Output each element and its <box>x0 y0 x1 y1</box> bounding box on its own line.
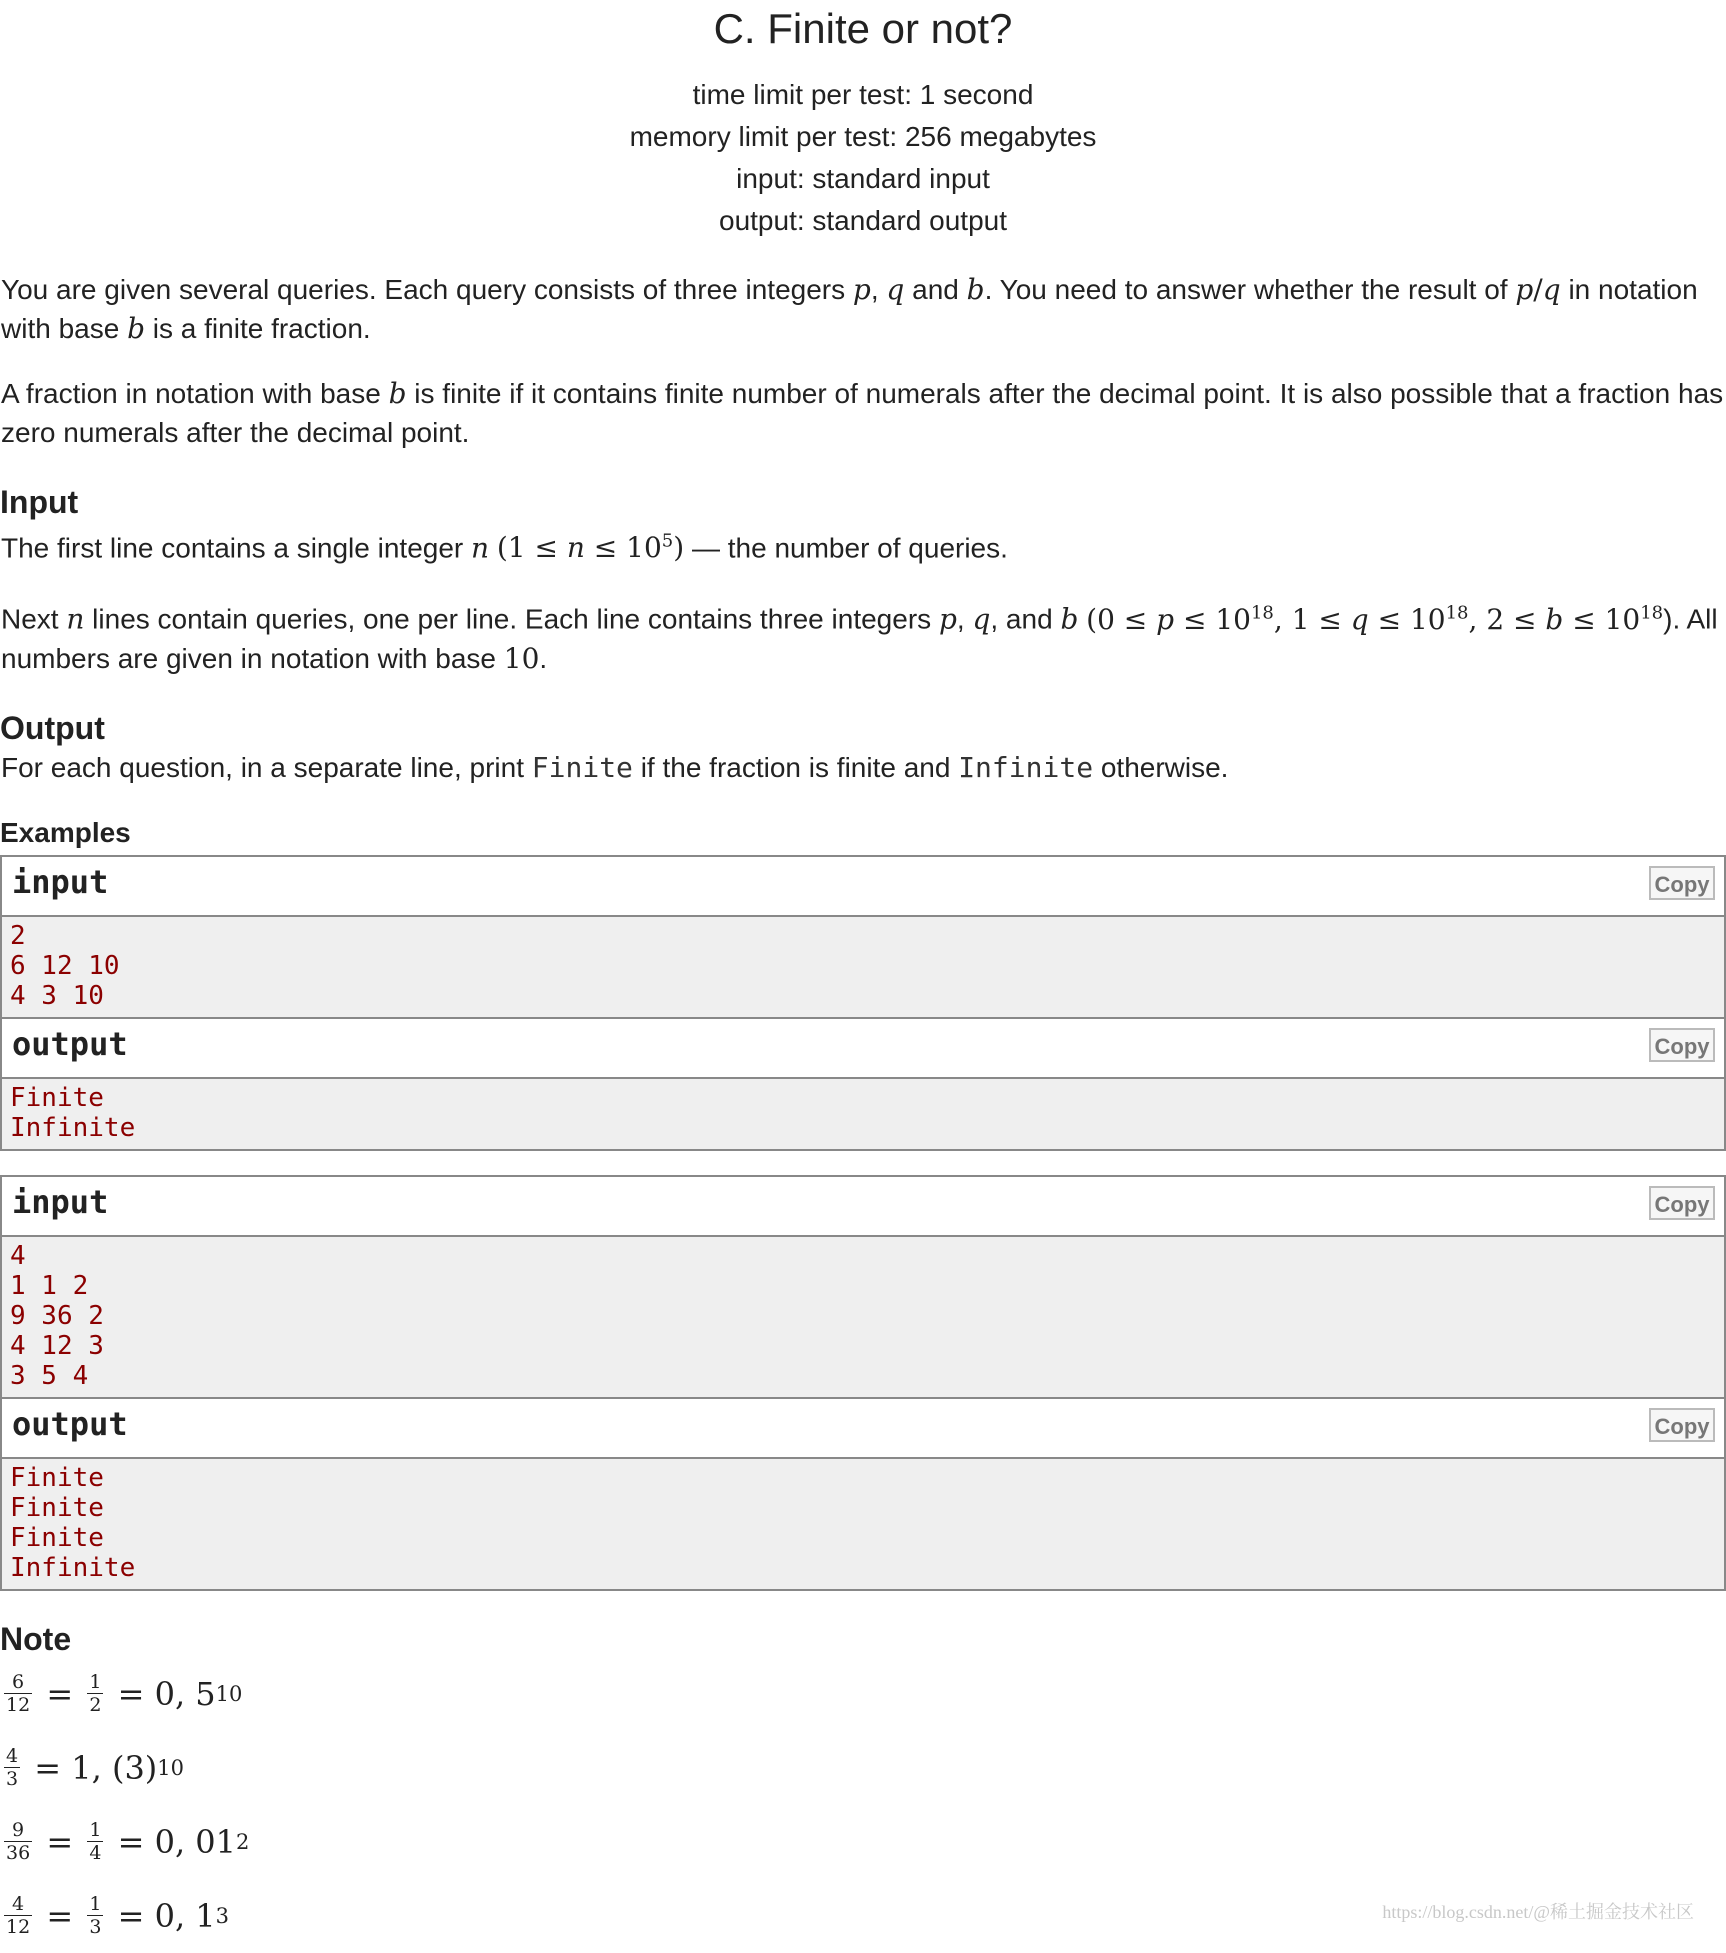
output-section-title: Output <box>0 709 105 746</box>
statement-text: A fraction in notation with base <box>1 378 389 409</box>
input-label: input <box>12 1182 109 1221</box>
numerator: 1 <box>89 1893 102 1916</box>
fraction <box>4 1745 20 1790</box>
denominator: 12 <box>6 1694 31 1717</box>
output-description <box>0 748 1726 787</box>
equation-result: 0, 1 <box>154 1896 216 1935</box>
problem-header <box>0 0 1726 242</box>
problem-limits <box>0 74 1726 242</box>
input-text: , and <box>990 603 1061 635</box>
example-1-input <box>2 857 1724 1019</box>
input-text: The first line contains a single integer <box>1 532 472 564</box>
fraction <box>4 1893 32 1938</box>
output-text: For each question, in a separate line, print <box>1 751 532 783</box>
fraction <box>4 1819 32 1864</box>
input-spec: input: standard input <box>736 163 990 194</box>
copy-button[interactable]: Copy <box>1649 1408 1715 1442</box>
input-text: — the number of queries. <box>684 532 1008 564</box>
input-label: input <box>12 862 109 901</box>
statement-text: is finite if it contains finite number of numerals after the decimal point. It is also possible that a fraction has zero numerals after the decimal point. <box>1 378 1724 448</box>
output-label: output <box>12 1024 128 1063</box>
copy-button[interactable]: Copy <box>1649 1028 1715 1062</box>
sample-header <box>2 1399 1724 1459</box>
equation-base: 2 <box>236 1829 250 1854</box>
numerator: 4 <box>6 1745 19 1768</box>
infinite-keyword: Infinite <box>958 750 1094 784</box>
statement-paragraph-2: A fraction in notation with base b is finite if it contains finite number of numerals after the decimal point. It is also possible that a fraction has zero numerals after the decimal point. <box>1 377 1724 448</box>
output-spec: output: standard output <box>719 205 1007 236</box>
statement-paragraph-1: You are given several queries. Each query consists of three integers p, q and b. You need to answer whether the result of p/q in notation with base b is a finite fraction. <box>1 273 1698 345</box>
input-line-1: The first line contains a single integer n $(1 \le n \le 10^5)$ — the number of queries. <box>1 531 1008 565</box>
example-1 <box>0 855 1726 1151</box>
example-1-output <box>2 1019 1724 1149</box>
input-text: lines contain queries, one per line. Each line contains three integers <box>84 603 939 635</box>
equation-result: 0, 01 <box>154 1822 237 1861</box>
denominator: 3 <box>89 1916 102 1939</box>
note-equation: $\frac{4}{12}$ = $\frac{1}{3}$ = 0, 1 3 <box>6 1893 230 1939</box>
statement-text: and <box>904 274 967 305</box>
denominator: 2 <box>89 1694 102 1717</box>
output-label: output <box>12 1404 128 1443</box>
sample-header <box>2 1019 1724 1079</box>
sample-input-text[interactable]: 4 1 1 2 9 36 2 4 12 3 3 5 4 <box>2 1237 1724 1397</box>
equation-result: 1, (3) <box>71 1748 158 1787</box>
sample-input-text[interactable]: 2 6 12 10 4 3 10 <box>2 917 1724 1017</box>
equation-base: 3 <box>215 1903 230 1928</box>
numerator: 6 <box>4 1671 32 1694</box>
fraction <box>87 1671 103 1716</box>
equation-result: 0, 5 <box>154 1674 216 1713</box>
output-text: if the fraction is finite and <box>632 751 959 783</box>
sample-header <box>2 1177 1724 1237</box>
statement-text: . You need to answer whether the result of <box>984 274 1516 305</box>
denominator: 3 <box>6 1768 19 1791</box>
memory-limit: memory limit per test: 256 megabytes <box>629 121 1097 152</box>
equation-base: 10 <box>215 1681 243 1706</box>
fraction <box>87 1893 103 1938</box>
fraction <box>4 1671 32 1716</box>
copy-button[interactable]: Copy <box>1649 1186 1715 1220</box>
example-2-output <box>2 1399 1724 1589</box>
copy-button[interactable]: Copy <box>1649 866 1715 900</box>
input-line-2: Next n lines contain queries, one per line. Each line contains three integers p, q, and b ($0 \le p \le 10^{18}$, $1 \le q \le 10^{18}$, $2 \le b \le 10^{18}$). All numbers are given in notation with base 10. <box>1 602 1718 675</box>
sample-output-text[interactable]: Finite Finite Finite Infinite <box>2 1459 1724 1589</box>
input-text: ). All numbers are given in notation with base <box>1 603 1718 674</box>
numerator: 4 <box>4 1893 32 1916</box>
numerator: 1 <box>89 1671 102 1694</box>
note-equation: $\frac{6}{12}$ = $\frac{1}{2}$ = 0, 5 10 <box>6 1671 243 1717</box>
time-limit: time limit per test: 1 second <box>692 79 1034 110</box>
denominator: 36 <box>6 1842 31 1865</box>
output-text: otherwise. <box>1093 751 1229 783</box>
statement-text: is a finite fraction. <box>145 313 371 344</box>
example-2 <box>0 1175 1726 1591</box>
equation-base: 10 <box>157 1755 185 1780</box>
fraction <box>87 1819 103 1864</box>
input-text: Next <box>1 603 67 635</box>
watermark: https://blog.csdn.net/@稀土掘金技术社区 <box>1382 1902 1694 1922</box>
denominator: 12 <box>6 1916 31 1939</box>
numerator: 1 <box>89 1819 102 1842</box>
statement-text: You are given several queries. Each query consists of three integers <box>1 274 853 305</box>
statement-text: in notation with base <box>1 274 1698 344</box>
note-title: Note <box>0 1620 72 1657</box>
denominator: 4 <box>89 1842 102 1865</box>
note-equation: $\frac{4}{3}$ = 1, (3) 10 <box>6 1745 185 1791</box>
numerator: 9 <box>4 1819 32 1842</box>
examples-title: Examples <box>0 816 131 848</box>
sample-output-text[interactable]: Finite Infinite <box>2 1079 1724 1149</box>
note-equation: $\frac{9}{36}$ = $\frac{1}{4}$ = 0, 01 2 <box>6 1819 250 1865</box>
sample-header <box>2 857 1724 917</box>
finite-keyword: Finite <box>531 750 633 784</box>
input-section-title: Input <box>0 484 79 520</box>
problem-title: C. Finite or not? <box>713 5 1013 52</box>
example-2-input <box>2 1177 1724 1399</box>
